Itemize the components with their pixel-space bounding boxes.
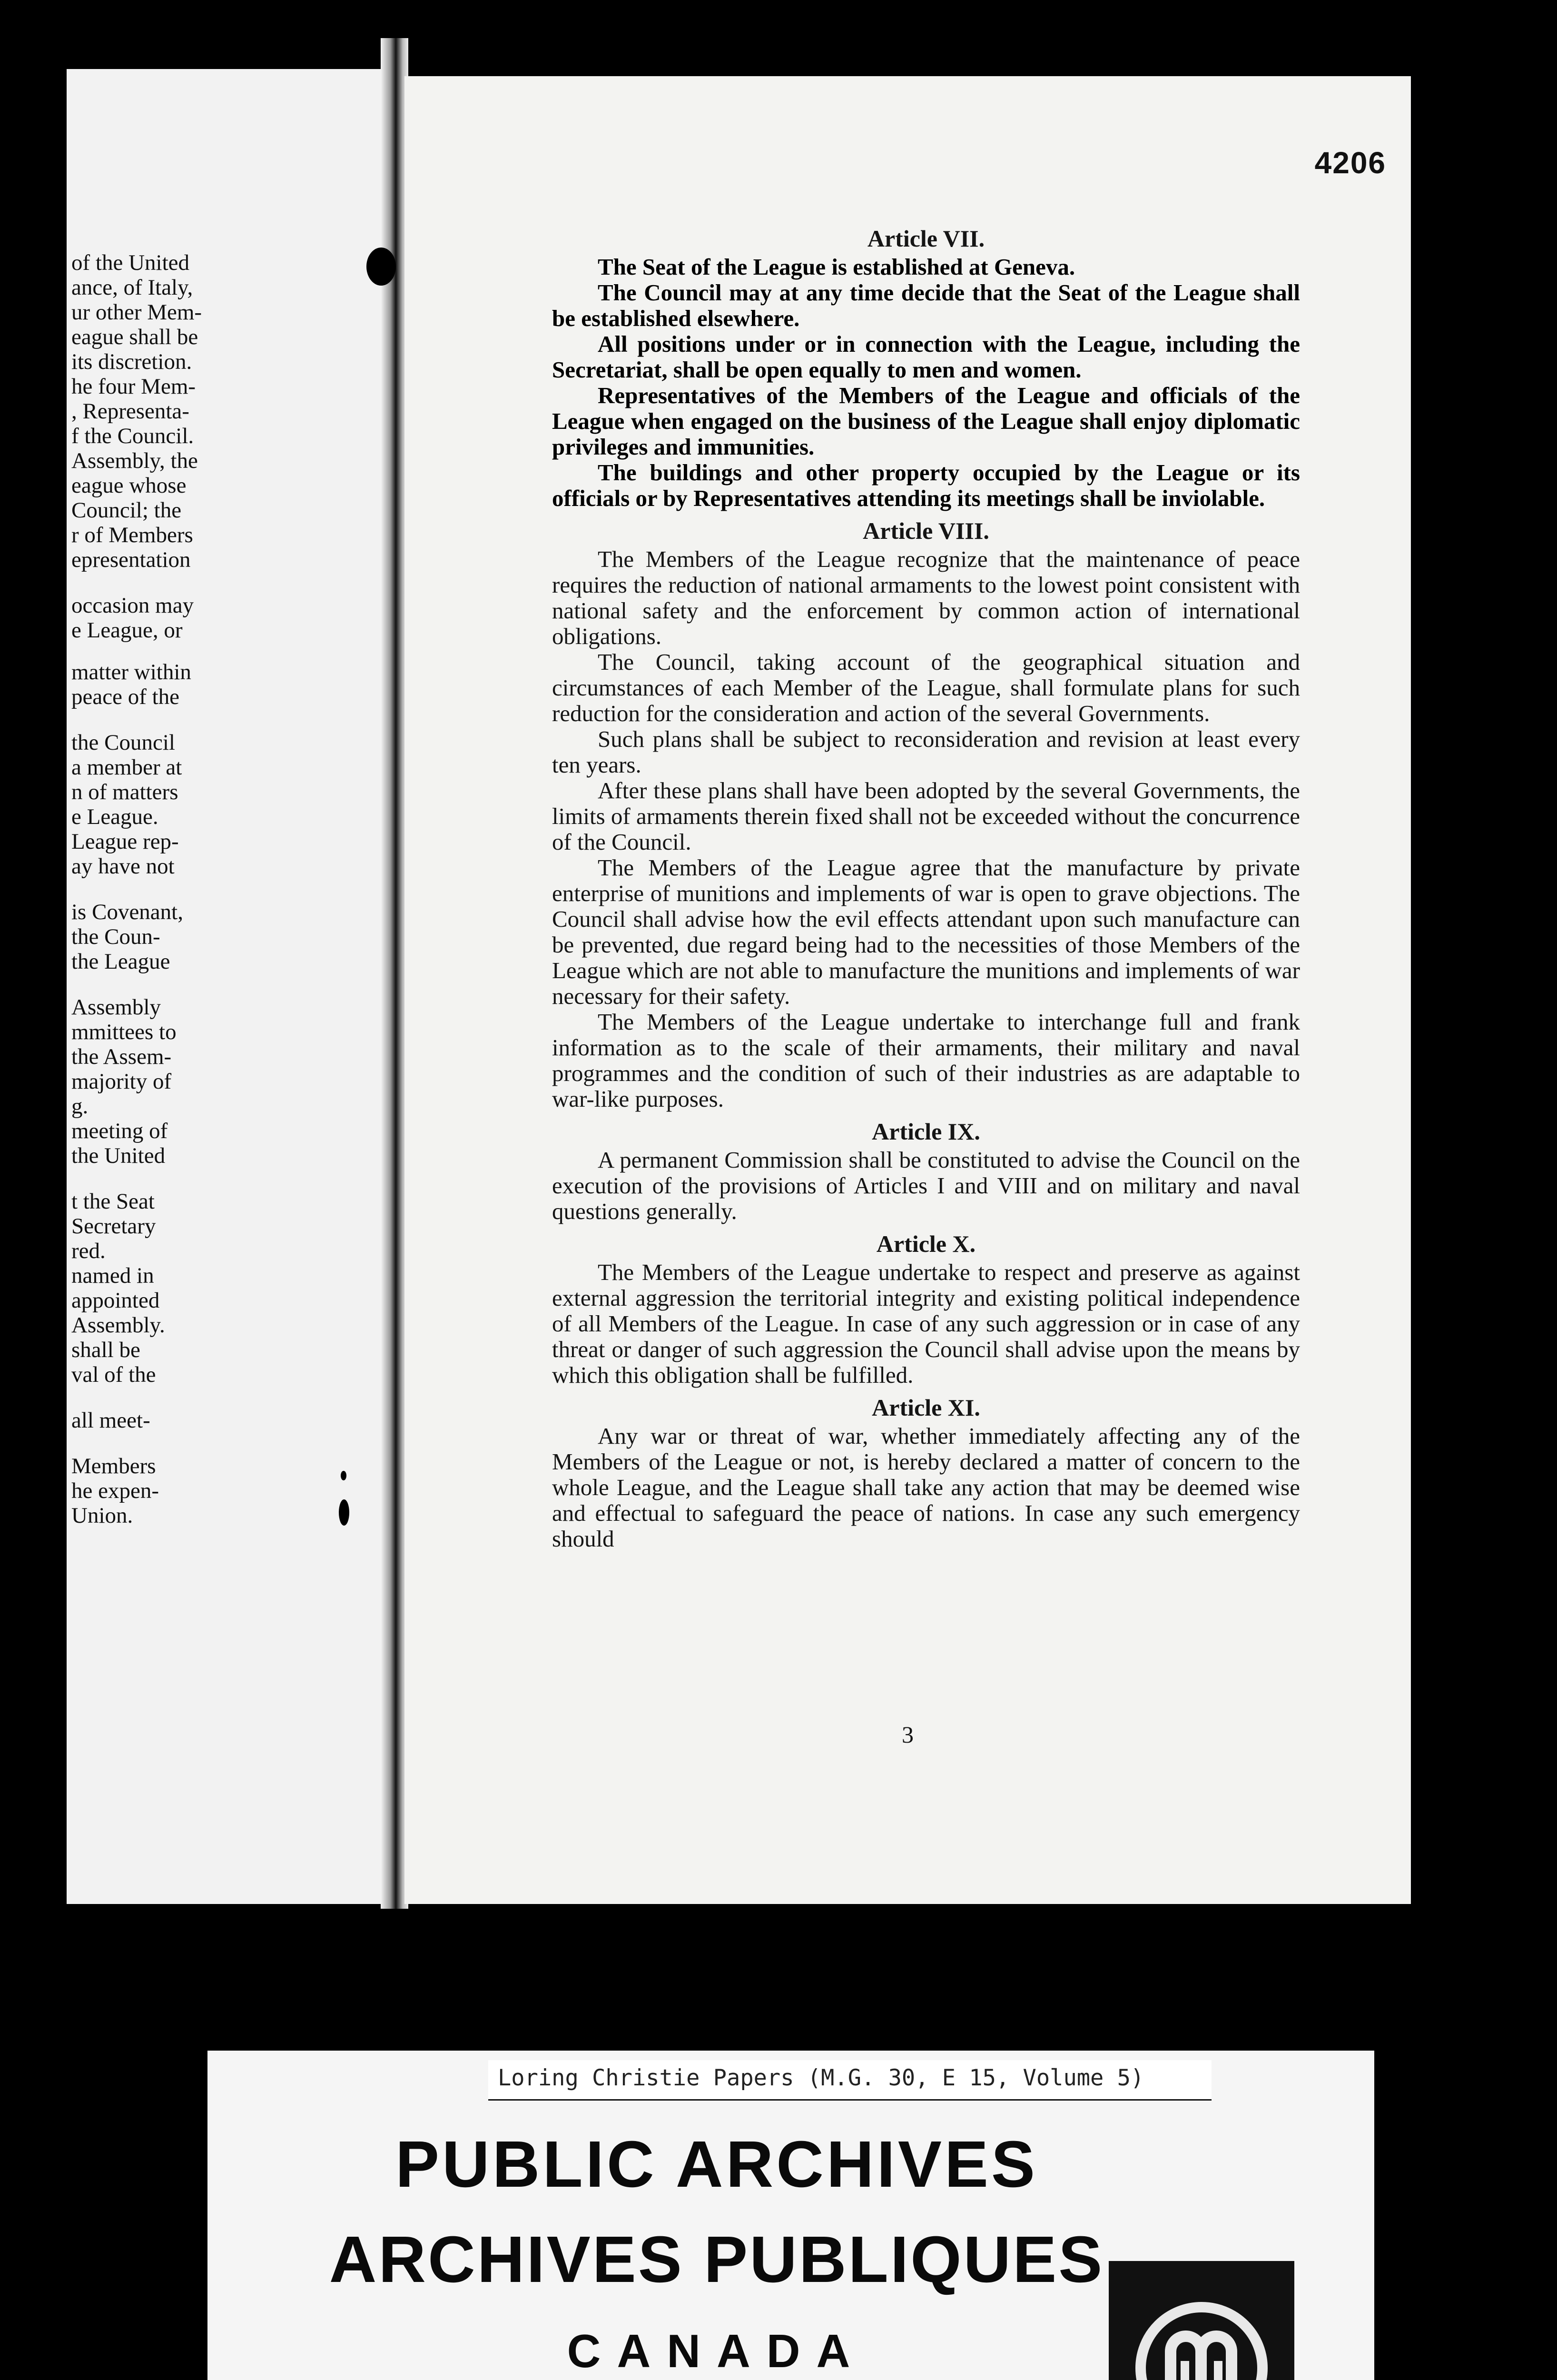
left-text-fragment: Assembly. bbox=[71, 1313, 165, 1338]
binding-hole bbox=[339, 1499, 349, 1526]
left-text-fragment: majority of bbox=[71, 1069, 172, 1094]
article-xi-heading: Article XI. bbox=[872, 1394, 980, 1421]
article-ix-heading: Article IX. bbox=[872, 1118, 980, 1145]
left-text-fragment: the Assem- bbox=[71, 1044, 172, 1069]
article-paragraph: The Members of the League undertake to respect and preserve as against external aggression the territorial integrity and existing political independence of all Members of the League. In case of any such aggression or in case of any threat or danger of such aggression the Council shall advise upon the means by which this obligation shall be fulfilled. bbox=[552, 1259, 1300, 1388]
left-text-fragment: t the Seat bbox=[71, 1189, 155, 1214]
left-text-fragment: r of Members bbox=[71, 523, 193, 547]
left-text-fragment: the League bbox=[71, 949, 170, 974]
reference-strip bbox=[488, 2060, 1212, 2101]
left-text-fragment: is Covenant, bbox=[71, 900, 183, 924]
left-text-fragment: , Representa- bbox=[71, 399, 189, 424]
collection-reference: Loring Christie Papers (M.G. 30, E 15, Volume 5) bbox=[498, 2065, 1144, 2091]
article-paragraph: The buildings and other property occupied by the League or its officials or by Representatives attending its meetings shall be inviolable. bbox=[552, 459, 1300, 511]
article-paragraph: Any war or threat of war, whether immediately affecting any of the Members of the League or not, is hereby declared a matter of concern to the whole League, and the League shall take any action that may be deemed wise and effectual to safeguard the peace of nations. In case any such emergency should bbox=[552, 1423, 1300, 1552]
left-text-fragment: he expen- bbox=[71, 1478, 159, 1503]
archive-title-fr: ARCHIVES PUBLIQUES bbox=[329, 2223, 1104, 2296]
left-text-fragment: ur other Mem- bbox=[71, 300, 202, 325]
left-text-fragment: meeting of bbox=[71, 1119, 168, 1143]
left-text-fragment: e League, or bbox=[71, 618, 183, 643]
covenant-text bbox=[552, 219, 1300, 1552]
archive-title-en: PUBLIC ARCHIVES bbox=[395, 2128, 1038, 2201]
article-vii-heading: Article VII. bbox=[867, 225, 985, 252]
left-text-fragment: Council; the bbox=[71, 498, 182, 523]
left-text-fragment: n of matters bbox=[71, 780, 178, 804]
article-paragraph: Such plans shall be subject to reconsideration and revision at least every ten years. bbox=[552, 726, 1300, 778]
left-text-fragment: a member at bbox=[71, 755, 182, 780]
left-text-fragment: he four Mem- bbox=[71, 374, 196, 399]
left-text-fragment: Union. bbox=[71, 1503, 133, 1528]
left-text-fragment: g. bbox=[71, 1094, 89, 1119]
left-text-fragment: e League. bbox=[71, 804, 158, 829]
left-text-fragment: appointed bbox=[71, 1288, 160, 1313]
document-page bbox=[404, 76, 1411, 1904]
archives-logo-icon bbox=[1109, 2261, 1294, 2380]
left-text-fragment: occasion may bbox=[71, 593, 194, 618]
left-text-fragment: peace of the bbox=[71, 684, 180, 709]
article-ix-body bbox=[552, 1147, 1300, 1224]
binding-hole bbox=[366, 248, 396, 286]
left-text-fragment: its discretion. bbox=[71, 349, 192, 374]
article-viii-heading: Article VIII. bbox=[863, 517, 989, 544]
left-text-fragment: matter within bbox=[71, 660, 191, 684]
article-paragraph: Representatives of the Members of the League and officials of the League when engaged on the business of the League shall enjoy diplomatic privileges and immunities. bbox=[552, 382, 1300, 460]
left-text-fragment: the United bbox=[71, 1143, 166, 1168]
left-text-fragment: f the Council. bbox=[71, 424, 194, 448]
left-text-fragment: mmittees to bbox=[71, 1020, 177, 1044]
article-paragraph: The Seat of the League is established at Geneva. bbox=[598, 254, 1075, 280]
article-paragraph: The Members of the League recognize that the maintenance of peace requires the reduction of national armaments to the lowest point consistent with national safety and the enforcement by common action of international obligations. bbox=[552, 546, 1300, 649]
left-text-fragment: Assembly, the bbox=[71, 448, 198, 473]
left-text-fragment: Members bbox=[71, 1454, 156, 1478]
left-text-fragment: val of the bbox=[71, 1362, 156, 1387]
folio-number: 3 bbox=[902, 1721, 914, 1748]
left-text-fragment: the Council bbox=[71, 730, 175, 755]
archive-country: CANADA bbox=[567, 2325, 867, 2377]
article-vii-body bbox=[552, 254, 1300, 511]
left-text-fragment: named in bbox=[71, 1263, 154, 1288]
left-text-fragment: eague shall be bbox=[71, 325, 198, 349]
article-paragraph: The Council, taking account of the geographical situation and circumstances of each Member of the League, shall formulate plans for such reduction for the consideration and action of the several Governments. bbox=[552, 649, 1300, 726]
archives-logo-icon bbox=[1133, 2299, 1271, 2380]
page-number: 4206 bbox=[1314, 146, 1386, 180]
left-text-fragment: ance, of Italy, bbox=[71, 275, 193, 300]
left-text-fragment: eague whose bbox=[71, 473, 187, 498]
left-text-fragment: all meet- bbox=[71, 1408, 150, 1433]
left-text-fragment: Secretary bbox=[71, 1214, 156, 1239]
left-text-fragment: red. bbox=[71, 1239, 106, 1263]
binding-hole bbox=[341, 1471, 346, 1480]
article-paragraph: The Members of the League undertake to interchange full and frank information as to the scale of their armaments, their military and naval programmes and the condition of such of their industries as are adaptable to war-like purposes. bbox=[552, 1009, 1300, 1112]
left-page-fragment bbox=[67, 69, 395, 1904]
article-x-body bbox=[552, 1259, 1300, 1388]
article-paragraph: After these plans shall have been adopted by the several Governments, the limits of armaments therein fixed shall not be exceeded without the concurrence of the Council. bbox=[552, 777, 1300, 855]
left-text-fragment: ay have not bbox=[71, 854, 175, 879]
article-paragraph: The Members of the League agree that the manufacture by private enterprise of munitions and implements of war is open to grave objections. The Council shall advise how the evil effects attendant upon such manufacture can be prevented, due regard being had to the necessities of those Members of the League which are not able to manufacture the munitions and implements of war necessary for their safety. bbox=[552, 854, 1300, 1009]
left-text-fragment: Assembly bbox=[71, 995, 161, 1020]
left-text-fragment: shall be bbox=[71, 1338, 140, 1362]
left-text-fragment: League rep- bbox=[71, 829, 179, 854]
article-paragraph: All positions under or in connection with the League, including the Secretariat, shall be open equally to men and women. bbox=[552, 331, 1300, 383]
article-paragraph: The Council may at any time decide that the Seat of the League shall be established elsewhere. bbox=[552, 279, 1300, 331]
left-text-fragment: the Coun- bbox=[71, 924, 160, 949]
left-text-fragment: of the United bbox=[71, 250, 189, 275]
article-viii-body bbox=[552, 546, 1300, 1112]
article-x-heading: Article X. bbox=[876, 1230, 976, 1257]
article-xi-body bbox=[552, 1423, 1300, 1552]
left-text-fragment: epresentation bbox=[71, 547, 191, 572]
article-paragraph: A permanent Commission shall be constituted to advise the Council on the execution of the provisions of Articles I and VIII and on military and naval questions generally. bbox=[552, 1147, 1300, 1224]
